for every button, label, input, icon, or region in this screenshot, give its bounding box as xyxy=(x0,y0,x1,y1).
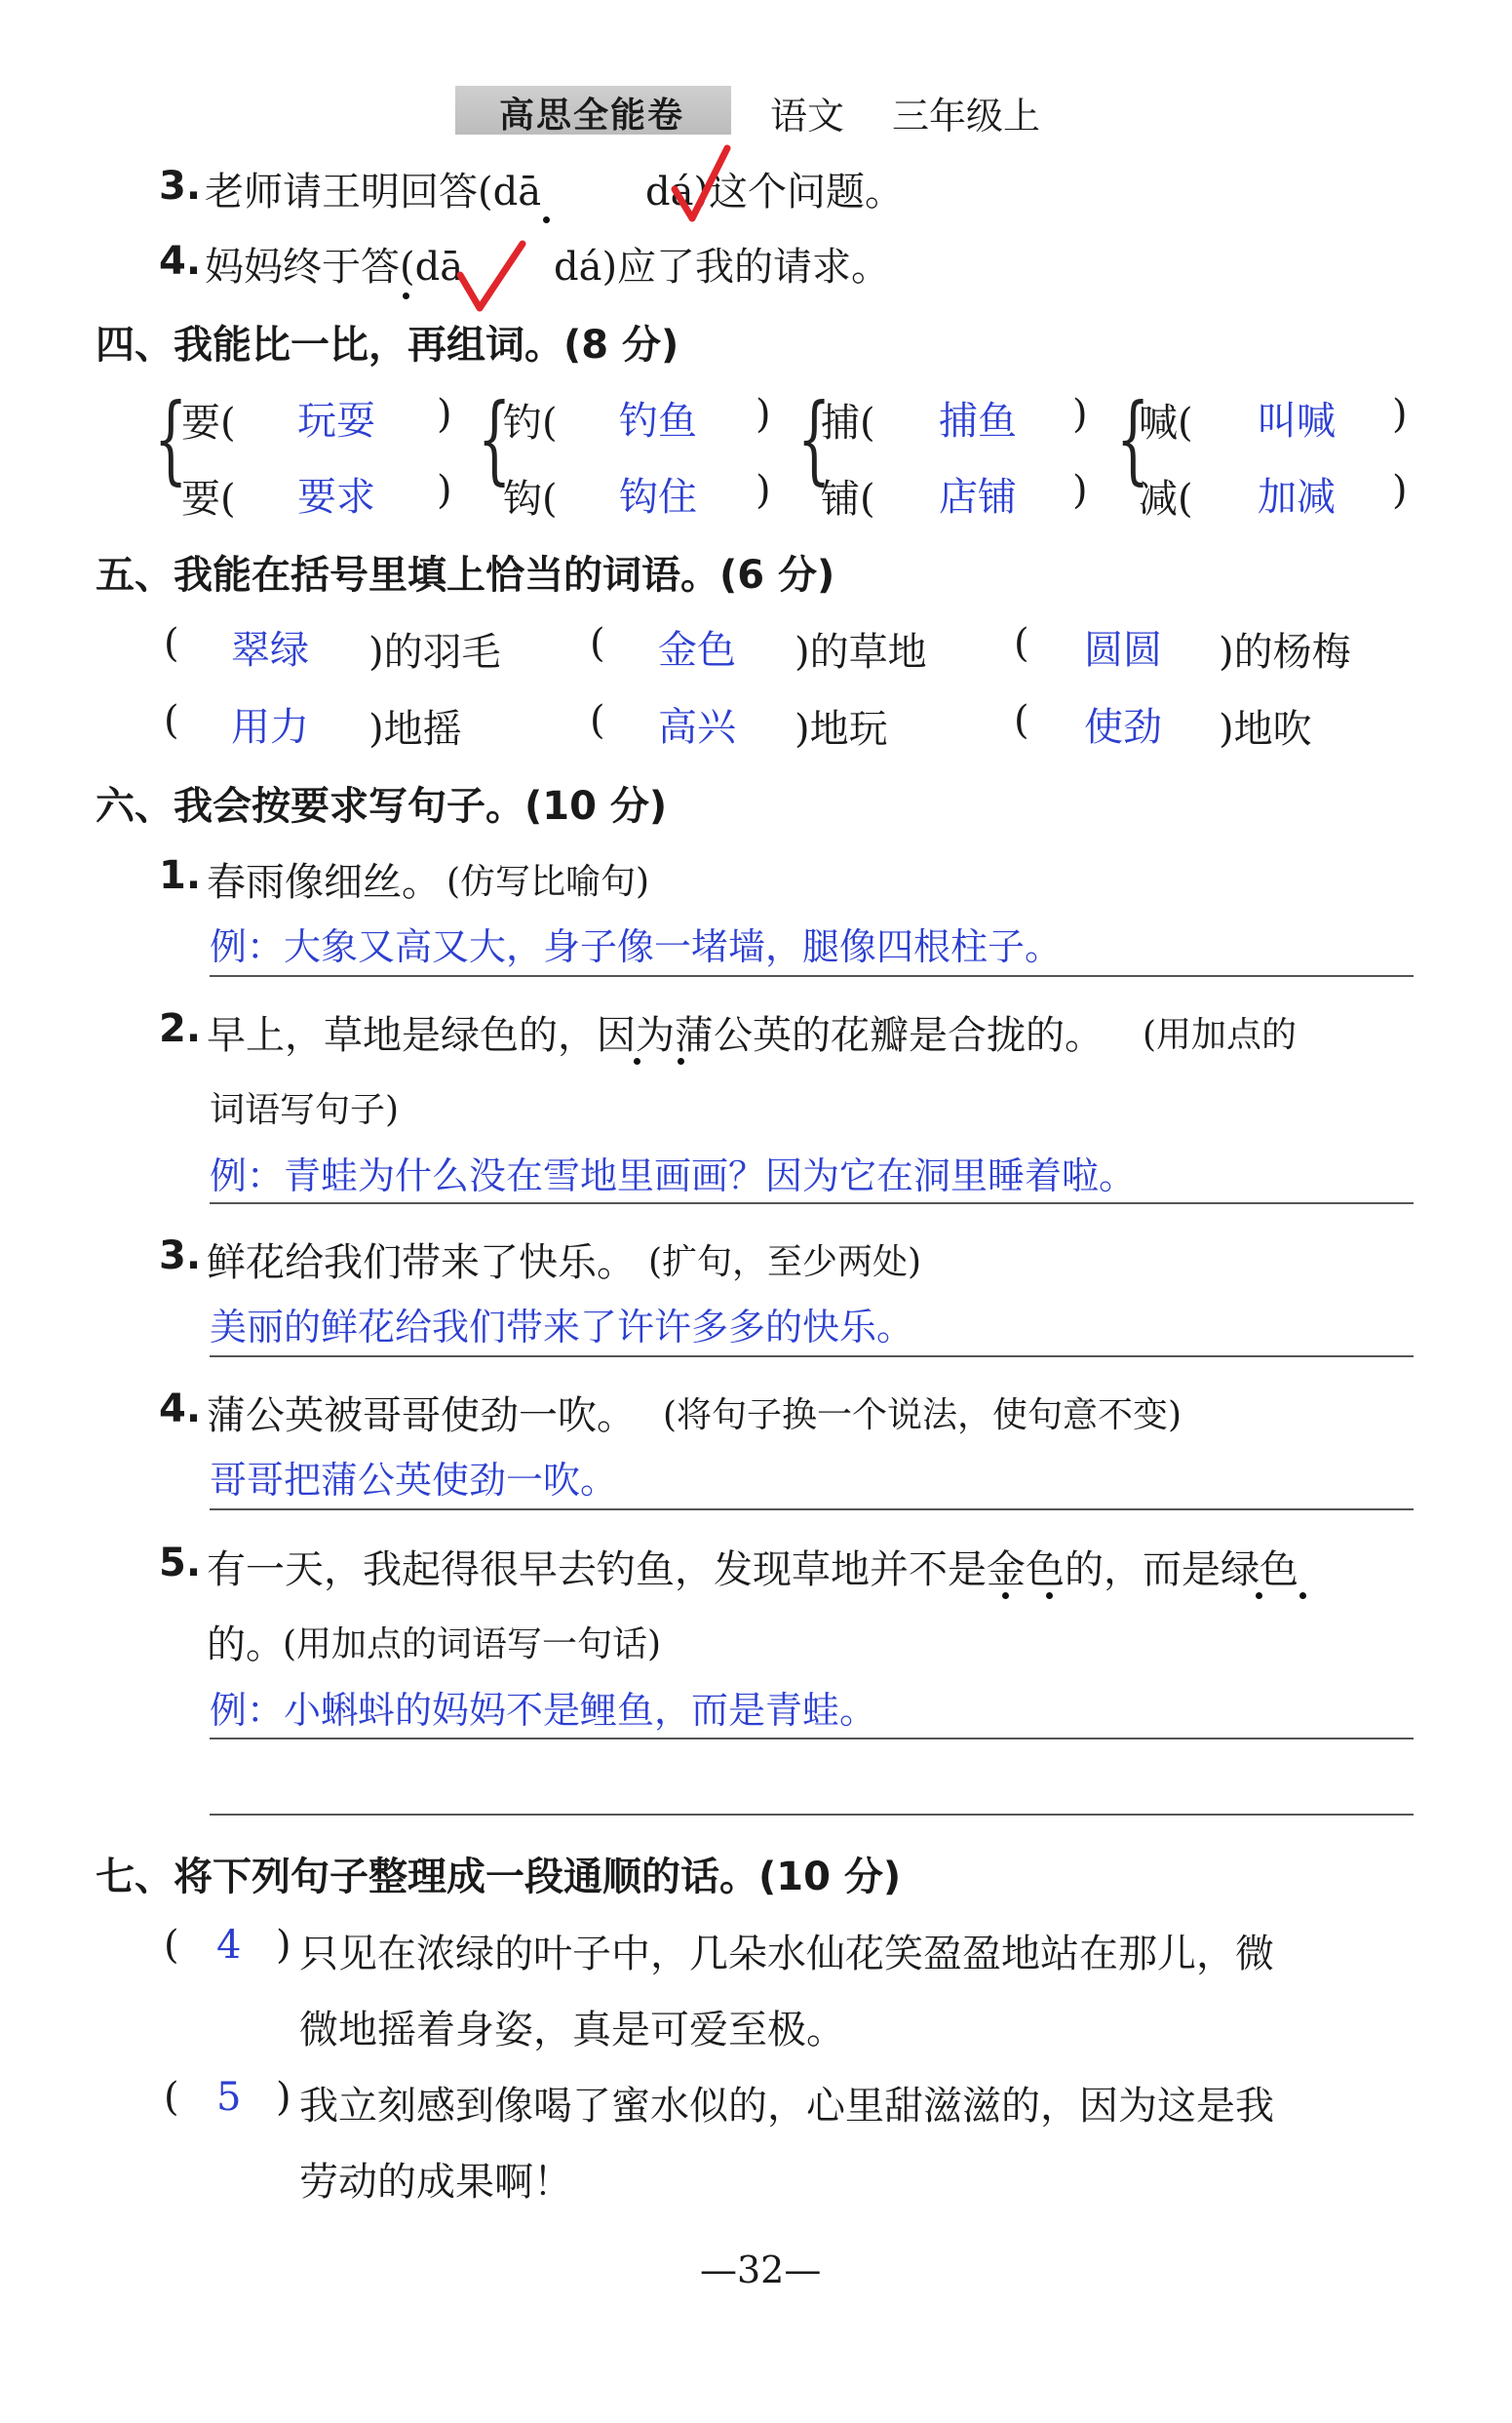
page-number: —32— xyxy=(700,2248,822,2291)
s4-answer-1a: 玩耍 xyxy=(297,399,375,444)
s4-char-4b: 减( xyxy=(1139,477,1193,522)
s4-char-2b: 钩( xyxy=(503,477,558,522)
s6-q3-answer: 美丽的鲜花给我们带来了许许多多的快乐。 xyxy=(210,1306,914,1348)
s6-q2-text: 早上，草地是绿色的，因为蒲公英的花瓣是合拢的。 xyxy=(207,1013,1104,1058)
s6-q5-text: 有一天，我起得很早去钓鱼，发现草地并不是金色的，而是绿色 xyxy=(207,1547,1299,1592)
s6-q2-answer: 例：青蛙为什么没在雪地里画画？因为它在洞里睡着啦。 xyxy=(210,1154,1137,1197)
s6-q5-text-cont: 的。 xyxy=(207,1622,285,1667)
s5-open: ( xyxy=(590,621,605,666)
s6-q4-number: 4. xyxy=(159,1387,202,1431)
s7-open-2: ( xyxy=(164,2075,179,2120)
s4-close: ) xyxy=(1072,468,1088,513)
pinyin-q4-after: dá)应了我的请求。 xyxy=(554,245,891,290)
s6-q2-note-cont: 词语写句子) xyxy=(210,1090,400,1130)
pinyin-q4-number: 4. xyxy=(159,239,202,284)
s6-q2-number: 2. xyxy=(159,1006,202,1051)
header-grade: 三年级上 xyxy=(892,95,1041,137)
pinyin-q3-number: 3. xyxy=(159,164,202,209)
s4-char-1b: 要( xyxy=(181,477,236,522)
section-6-title: 六、我会按要求写句子。(10 分) xyxy=(96,784,668,829)
s6-q4-text: 蒲公英被哥哥使劲一吹。 xyxy=(207,1393,636,1438)
brace-icon: { xyxy=(797,384,832,495)
s7-close-1: ) xyxy=(276,1923,291,1968)
emphasis-dot-icon xyxy=(634,1058,640,1065)
emphasis-dot-icon xyxy=(1046,1592,1053,1599)
red-check-icon xyxy=(456,240,526,314)
s5-suffix-1: )的羽毛 xyxy=(368,630,501,675)
s6-q5-answer: 例：小蝌蚪的妈妈不是鲤鱼，而是青蛙。 xyxy=(210,1689,877,1732)
s5-answer-5: 高兴 xyxy=(658,705,736,750)
emphasis-dot-icon xyxy=(1256,1592,1262,1599)
s5-answer-2: 金色 xyxy=(658,628,736,673)
s5-answer-6: 使劲 xyxy=(1084,705,1162,750)
s7-line-2b: 劳动的成果啊！ xyxy=(299,2160,572,2205)
s4-char-1a: 要( xyxy=(181,401,236,446)
s5-open: ( xyxy=(164,698,179,743)
brace-icon: { xyxy=(478,384,512,495)
s4-char-2a: 钓( xyxy=(503,401,558,446)
answer-line xyxy=(210,975,1414,977)
s4-close: ) xyxy=(756,392,771,437)
s6-q3-text: 鲜花给我们带来了快乐。 xyxy=(207,1240,636,1285)
s6-q1-answer: 例：大象又高又大，身子像一堵墙，腿像四根柱子。 xyxy=(210,925,1063,968)
pinyin-q4-before: 妈妈终于答(dā xyxy=(205,245,464,290)
brace-icon: { xyxy=(154,384,188,495)
red-check-icon xyxy=(671,144,731,222)
s6-q1-number: 1. xyxy=(159,853,202,898)
s6-q5-note: (用加点的词语写一句话) xyxy=(283,1624,662,1664)
s4-close: ) xyxy=(756,468,771,513)
s5-suffix-4: )地摇 xyxy=(368,707,462,752)
s5-answer-1: 翠绿 xyxy=(231,628,309,673)
s6-q1-text: 春雨像细丝。 xyxy=(207,860,441,905)
s5-suffix-5: )地玩 xyxy=(795,707,888,752)
header-book-title: 高思全能卷 xyxy=(499,96,685,136)
s7-open-1: ( xyxy=(164,1923,179,1968)
s6-q1-note: (仿写比喻句) xyxy=(446,862,650,902)
s6-q4-answer: 哥哥把蒲公英使劲一吹。 xyxy=(210,1459,618,1502)
answer-line xyxy=(210,1738,1414,1739)
s6-q5-number: 5. xyxy=(159,1541,202,1585)
s6-q2-note: (用加点的 xyxy=(1143,1015,1298,1055)
s4-char-3b: 铺( xyxy=(821,477,875,522)
s4-close: ) xyxy=(1392,392,1408,437)
section-5-title: 五、我能在括号里填上恰当的词语。(6 分) xyxy=(96,553,835,598)
emphasis-dot-icon xyxy=(1299,1592,1306,1599)
s6-q3-number: 3. xyxy=(159,1233,202,1278)
s6-q3-note: (扩句，至少两处) xyxy=(648,1242,922,1282)
s4-answer-3a: 捕鱼 xyxy=(939,399,1017,444)
s7-line-1a: 只见在浓绿的叶子中，几朵水仙花笑盈盈地站在那儿，微 xyxy=(299,1932,1274,1976)
s4-char-4a: 喊( xyxy=(1139,401,1193,446)
pinyin-q3-after: dá)这个问题。 xyxy=(645,170,905,215)
answer-line xyxy=(210,1202,1414,1204)
s4-close: ) xyxy=(1072,392,1088,437)
header-subject: 语文 xyxy=(770,95,845,137)
s5-open: ( xyxy=(164,621,179,666)
emphasis-dot-icon xyxy=(403,293,409,299)
s7-order-1: 4 xyxy=(216,1923,242,1968)
s4-close: ) xyxy=(1392,468,1408,513)
s7-order-2: 5 xyxy=(216,2075,242,2120)
s4-close: ) xyxy=(437,468,452,513)
s5-suffix-3: )的杨梅 xyxy=(1219,630,1351,675)
section-4-title: 四、我能比一比，再组词。(8 分) xyxy=(96,323,679,368)
s6-q4-note: (将句子换一个说法，使句意不变) xyxy=(663,1395,1182,1435)
s4-close: ) xyxy=(437,392,452,437)
s4-answer-2b: 钩住 xyxy=(619,475,697,520)
s7-line-2a: 我立刻感到像喝了蜜水似的，心里甜滋滋的，因为这是我 xyxy=(299,2084,1274,2129)
s7-close-2: ) xyxy=(276,2075,291,2120)
s5-answer-4: 用力 xyxy=(231,705,309,750)
s4-char-3a: 捕( xyxy=(821,401,875,446)
section-7-title: 七、将下列句子整理成一段通顺的话。(10 分) xyxy=(96,1855,902,1899)
s5-open: ( xyxy=(590,698,605,743)
s5-suffix-2: )的草地 xyxy=(795,630,927,675)
s4-answer-4a: 叫喊 xyxy=(1258,399,1336,444)
pinyin-q3-before: 老师请王明回答(dā xyxy=(205,170,542,215)
s5-open: ( xyxy=(1014,621,1029,666)
s4-answer-3b: 店铺 xyxy=(939,475,1017,520)
answer-line xyxy=(210,1355,1414,1357)
s4-answer-4b: 加减 xyxy=(1258,475,1336,520)
emphasis-dot-icon xyxy=(543,216,550,223)
answer-line xyxy=(210,1814,1414,1816)
emphasis-dot-icon xyxy=(1002,1592,1009,1599)
s5-suffix-6: )地吹 xyxy=(1219,707,1312,752)
brace-icon: { xyxy=(1116,384,1150,495)
s5-answer-3: 圆圆 xyxy=(1084,628,1162,673)
answer-line xyxy=(210,1508,1414,1510)
s5-open: ( xyxy=(1014,698,1029,743)
s4-answer-2a: 钓鱼 xyxy=(619,399,697,444)
s4-answer-1b: 要求 xyxy=(297,475,375,520)
s7-line-1b: 微地摇着身姿，真是可爱至极。 xyxy=(299,2008,845,2052)
emphasis-dot-icon xyxy=(678,1058,684,1065)
